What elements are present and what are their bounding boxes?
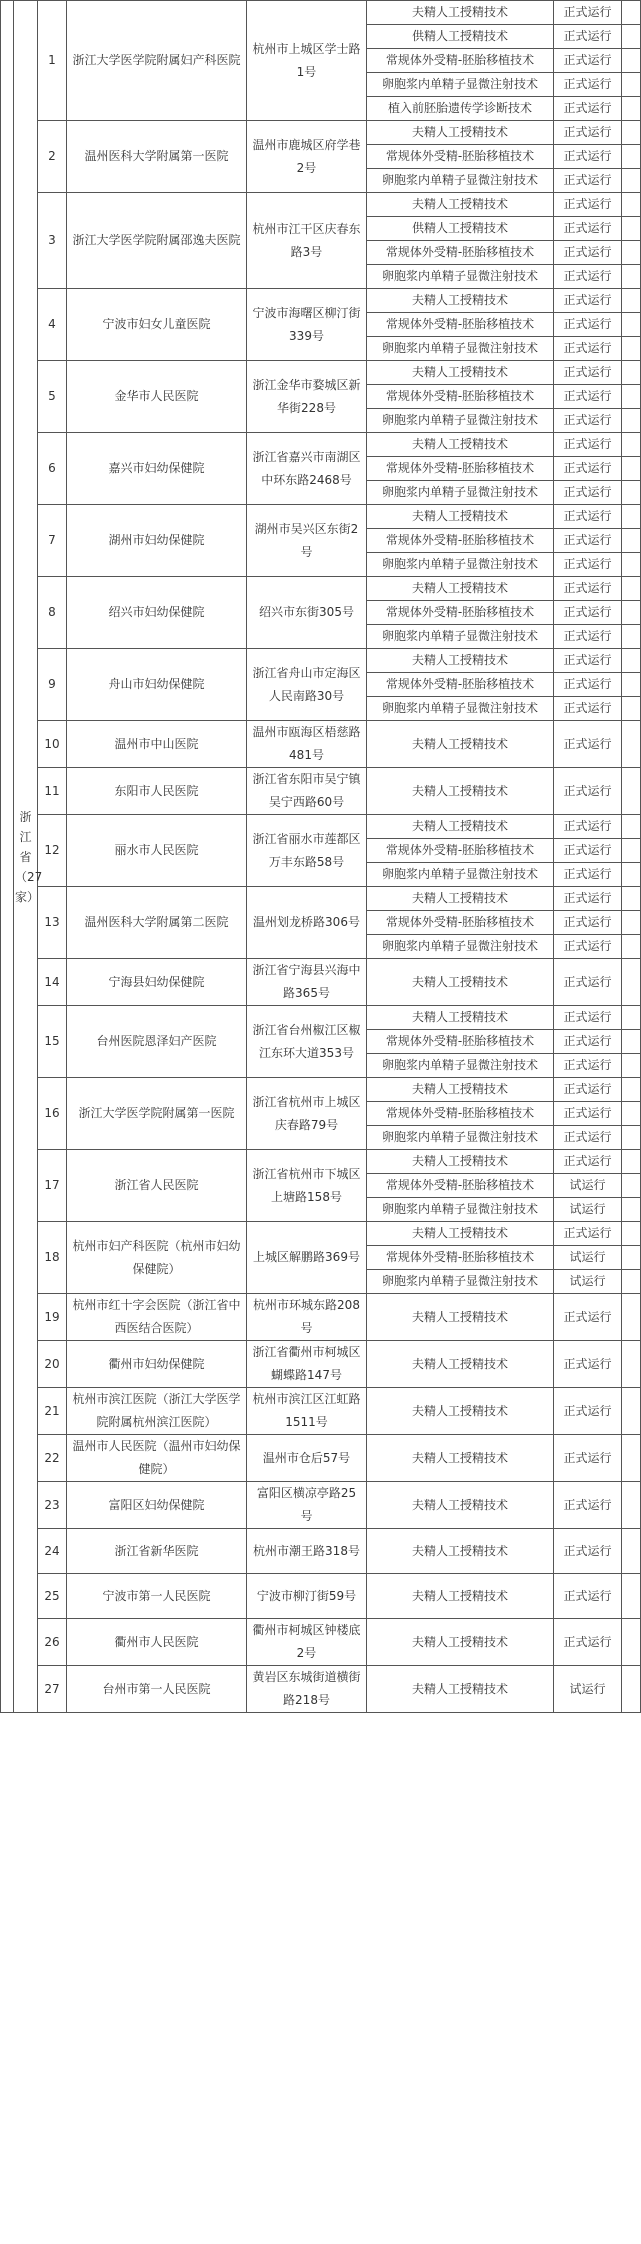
table-row [1,1006,641,1030]
hospital-name: 浙江大学医学院附属妇产科医院 [67,1,247,121]
hospital-address: 宁波市海曙区柳汀街339号 [247,289,367,361]
hospital-address: 温州市瓯海区梧慈路481号 [247,721,367,768]
technology-item: 夫精人工授精技术 [367,649,554,673]
blank-cell [622,887,641,911]
blank-cell [622,1619,641,1666]
hospital-number: 9 [38,649,67,721]
status-badge: 正式运行 [554,49,622,73]
hospital-number: 16 [38,1078,67,1150]
table-row [1,1150,641,1174]
technology-item: 卵胞浆内单精子显微注射技术 [367,1126,554,1150]
status-badge: 正式运行 [554,1341,622,1388]
status-badge: 正式运行 [554,1078,622,1102]
hospital-number: 26 [38,1619,67,1666]
hospital-address: 衢州市柯城区钟楼底2号 [247,1619,367,1666]
province-cell: 浙江省（27家） [14,1,38,1713]
hospital-name: 绍兴市妇幼保健院 [67,577,247,649]
blank-cell [622,649,641,673]
left-edge-cell [1,1,14,1713]
technology-item: 常规体外受精-胚胎移植技术 [367,49,554,73]
blank-cell [622,697,641,721]
blank-cell [622,121,641,145]
technology-item: 常规体外受精-胚胎移植技术 [367,1030,554,1054]
blank-cell [622,1054,641,1078]
blank-cell [622,1388,641,1435]
status-badge: 正式运行 [554,1222,622,1246]
blank-cell [622,241,641,265]
technology-item: 常规体外受精-胚胎移植技术 [367,1174,554,1198]
technology-item: 夫精人工授精技术 [367,959,554,1006]
blank-cell [622,481,641,505]
hospital-number: 4 [38,289,67,361]
table-row [1,289,641,313]
blank-cell [622,49,641,73]
blank-cell [622,193,641,217]
status-badge: 正式运行 [554,935,622,959]
table-row [1,193,641,217]
hospital-address: 浙江省衢州市柯城区蝴蝶路147号 [247,1341,367,1388]
blank-cell [622,1574,641,1619]
hospital-address: 杭州市上城区学士路1号 [247,1,367,121]
status-badge: 正式运行 [554,911,622,935]
technology-item: 夫精人工授精技术 [367,1529,554,1574]
blank-cell [622,409,641,433]
hospital-number: 27 [38,1666,67,1713]
hospital-name: 宁波市妇女儿童医院 [67,289,247,361]
blank-cell [622,217,641,241]
status-badge: 正式运行 [554,145,622,169]
hospital-number: 14 [38,959,67,1006]
hospital-address: 杭州市滨江区江虹路1511号 [247,1388,367,1435]
blank-cell [622,505,641,529]
status-badge: 正式运行 [554,289,622,313]
blank-cell [622,529,641,553]
blank-cell [622,959,641,1006]
hospital-address: 宁波市柳汀街59号 [247,1574,367,1619]
technology-item: 夫精人工授精技术 [367,577,554,601]
hospital-address: 浙江金华市婺城区新华街228号 [247,361,367,433]
hospital-name: 东阳市人民医院 [67,768,247,815]
hospital-name: 舟山市妇幼保健院 [67,649,247,721]
blank-cell [622,1529,641,1574]
blank-cell [622,265,641,289]
technology-item: 卵胞浆内单精子显微注射技术 [367,337,554,361]
table-row [1,1222,641,1246]
status-badge: 正式运行 [554,1435,622,1482]
status-badge: 正式运行 [554,1294,622,1341]
technology-item: 常规体外受精-胚胎移植技术 [367,911,554,935]
blank-cell [622,1198,641,1222]
technology-item: 常规体外受精-胚胎移植技术 [367,1102,554,1126]
technology-item: 卵胞浆内单精子显微注射技术 [367,409,554,433]
hospital-address: 温州市仓后57号 [247,1435,367,1482]
table-row [1,1482,641,1529]
technology-item: 常规体外受精-胚胎移植技术 [367,1246,554,1270]
hospital-name: 衢州市妇幼保健院 [67,1341,247,1388]
blank-cell [622,361,641,385]
technology-item: 供精人工授精技术 [367,217,554,241]
blank-cell [622,1102,641,1126]
status-badge: 正式运行 [554,1102,622,1126]
technology-item: 供精人工授精技术 [367,25,554,49]
hospital-number: 5 [38,361,67,433]
technology-item: 夫精人工授精技术 [367,505,554,529]
hospital-name: 浙江省人民医院 [67,1150,247,1222]
status-badge: 正式运行 [554,1619,622,1666]
status-badge: 正式运行 [554,697,622,721]
technology-item: 常规体外受精-胚胎移植技术 [367,839,554,863]
hospital-number: 3 [38,193,67,289]
technology-item: 夫精人工授精技术 [367,1574,554,1619]
blank-cell [622,673,641,697]
status-badge: 正式运行 [554,553,622,577]
status-badge: 正式运行 [554,457,622,481]
hospital-name: 湖州市妇幼保健院 [67,505,247,577]
blank-cell [622,97,641,121]
technology-item: 夫精人工授精技术 [367,768,554,815]
technology-item: 常规体外受精-胚胎移植技术 [367,385,554,409]
blank-cell [622,457,641,481]
status-badge: 正式运行 [554,721,622,768]
status-badge: 正式运行 [554,768,622,815]
hospital-number: 6 [38,433,67,505]
blank-cell [622,935,641,959]
technology-item: 夫精人工授精技术 [367,361,554,385]
technology-item: 夫精人工授精技术 [367,1388,554,1435]
status-badge: 正式运行 [554,433,622,457]
technology-item: 夫精人工授精技术 [367,1666,554,1713]
blank-cell [622,1030,641,1054]
blank-cell [622,1,641,25]
table-row [1,121,641,145]
hospital-address: 浙江省宁海县兴海中路365号 [247,959,367,1006]
table-row [1,815,641,839]
status-badge: 正式运行 [554,193,622,217]
hospital-number: 13 [38,887,67,959]
blank-cell [622,577,641,601]
hospital-number: 15 [38,1006,67,1078]
table-row [1,1529,641,1574]
hospital-address: 黄岩区东城街道横街路218号 [247,1666,367,1713]
status-badge: 正式运行 [554,863,622,887]
table-row [1,768,641,815]
blank-cell [622,601,641,625]
hospital-number: 2 [38,121,67,193]
blank-cell [622,1126,641,1150]
hospital-number: 1 [38,1,67,121]
status-badge: 试运行 [554,1270,622,1294]
technology-item: 卵胞浆内单精子显微注射技术 [367,169,554,193]
blank-cell [622,1150,641,1174]
hospital-address: 浙江省嘉兴市南湖区中环东路2468号 [247,433,367,505]
technology-item: 植入前胚胎遗传学诊断技术 [367,97,554,121]
hospital-name: 温州医科大学附属第一医院 [67,121,247,193]
status-badge: 正式运行 [554,97,622,121]
technology-item: 常规体外受精-胚胎移植技术 [367,529,554,553]
hospital-address: 浙江省杭州市上城区庆春路79号 [247,1078,367,1150]
hospital-address: 富阳区横凉亭路25号 [247,1482,367,1529]
blank-cell [622,1246,641,1270]
blank-cell [622,1078,641,1102]
hospital-name: 衢州市人民医院 [67,1619,247,1666]
table-body [1,1,641,1713]
status-badge: 正式运行 [554,625,622,649]
hospital-name: 富阳区妇幼保健院 [67,1482,247,1529]
technology-item: 卵胞浆内单精子显微注射技术 [367,863,554,887]
blank-cell [622,1006,641,1030]
hospital-number: 19 [38,1294,67,1341]
table-row [1,433,641,457]
status-badge: 正式运行 [554,1150,622,1174]
technology-item: 夫精人工授精技术 [367,193,554,217]
hospital-address: 杭州市江干区庆春东路3号 [247,193,367,289]
status-badge: 正式运行 [554,1030,622,1054]
technology-item: 卵胞浆内单精子显微注射技术 [367,481,554,505]
hospital-name: 温州市人民医院（温州市妇幼保健院） [67,1435,247,1482]
hospital-name: 丽水市人民医院 [67,815,247,887]
blank-cell [622,385,641,409]
table-row [1,887,641,911]
status-badge: 正式运行 [554,217,622,241]
table-row [1,505,641,529]
status-badge: 正式运行 [554,529,622,553]
status-badge: 正式运行 [554,1574,622,1619]
technology-item: 常规体外受精-胚胎移植技术 [367,313,554,337]
hospital-name: 嘉兴市妇幼保健院 [67,433,247,505]
technology-item: 卵胞浆内单精子显微注射技术 [367,697,554,721]
hospital-name: 杭州市滨江医院（浙江大学医学院附属杭州滨江医院） [67,1388,247,1435]
blank-cell [622,768,641,815]
hospital-number: 25 [38,1574,67,1619]
table-row [1,1435,641,1482]
status-badge: 正式运行 [554,481,622,505]
hospital-name: 台州市第一人民医院 [67,1666,247,1713]
status-badge: 正式运行 [554,73,622,97]
hospital-name: 台州医院恩泽妇产医院 [67,1006,247,1078]
status-badge: 正式运行 [554,815,622,839]
blank-cell [622,815,641,839]
technology-item: 常规体外受精-胚胎移植技术 [367,673,554,697]
technology-item: 常规体外受精-胚胎移植技术 [367,241,554,265]
table-row [1,1341,641,1388]
status-badge: 正式运行 [554,241,622,265]
hospital-address: 温州市鹿城区府学巷2号 [247,121,367,193]
hospital-address: 湖州市吴兴区东街2号 [247,505,367,577]
table-row [1,1,641,25]
status-badge: 正式运行 [554,959,622,1006]
blank-cell [622,863,641,887]
hospital-address: 浙江省杭州市下城区上塘路158号 [247,1150,367,1222]
status-badge: 正式运行 [554,1529,622,1574]
table-row [1,361,641,385]
hospital-address: 浙江省东阳市吴宁镇吴宁西路60号 [247,768,367,815]
technology-item: 卵胞浆内单精子显微注射技术 [367,265,554,289]
hospital-number: 22 [38,1435,67,1482]
hospital-number: 24 [38,1529,67,1574]
technology-item: 夫精人工授精技术 [367,1078,554,1102]
blank-cell [622,1174,641,1198]
status-badge: 正式运行 [554,887,622,911]
technology-item: 常规体外受精-胚胎移植技术 [367,145,554,169]
status-badge: 试运行 [554,1666,622,1713]
technology-item: 夫精人工授精技术 [367,1,554,25]
status-badge: 正式运行 [554,839,622,863]
technology-item: 夫精人工授精技术 [367,1150,554,1174]
technology-item: 卵胞浆内单精子显微注射技术 [367,625,554,649]
hospital-name: 金华市人民医院 [67,361,247,433]
blank-cell [622,1222,641,1246]
blank-cell [622,839,641,863]
technology-item: 卵胞浆内单精子显微注射技术 [367,1270,554,1294]
technology-item: 夫精人工授精技术 [367,887,554,911]
blank-cell [622,1482,641,1529]
status-badge: 正式运行 [554,601,622,625]
status-badge: 正式运行 [554,337,622,361]
table-row [1,1619,641,1666]
status-badge: 正式运行 [554,1006,622,1030]
hospital-name: 浙江大学医学院附属邵逸夫医院 [67,193,247,289]
blank-cell [622,1435,641,1482]
hospital-address: 上城区解鹏路369号 [247,1222,367,1294]
status-badge: 正式运行 [554,169,622,193]
status-badge: 正式运行 [554,577,622,601]
technology-item: 夫精人工授精技术 [367,721,554,768]
technology-item: 夫精人工授精技术 [367,289,554,313]
technology-item: 夫精人工授精技术 [367,1435,554,1482]
technology-item: 卵胞浆内单精子显微注射技术 [367,1198,554,1222]
status-badge: 正式运行 [554,649,622,673]
technology-item: 卵胞浆内单精子显微注射技术 [367,553,554,577]
status-badge: 正式运行 [554,1482,622,1529]
technology-item: 夫精人工授精技术 [367,1341,554,1388]
status-badge: 正式运行 [554,121,622,145]
blank-cell [622,553,641,577]
status-badge: 正式运行 [554,25,622,49]
hospital-number: 7 [38,505,67,577]
hospital-name: 温州市中山医院 [67,721,247,768]
technology-item: 夫精人工授精技术 [367,1222,554,1246]
technology-item: 夫精人工授精技术 [367,1294,554,1341]
hospital-number: 21 [38,1388,67,1435]
hospital-number: 23 [38,1482,67,1529]
blank-cell [622,1294,641,1341]
table-row [1,721,641,768]
status-badge: 试运行 [554,1246,622,1270]
table-row [1,577,641,601]
technology-item: 卵胞浆内单精子显微注射技术 [367,73,554,97]
technology-item: 常规体外受精-胚胎移植技术 [367,601,554,625]
technology-item: 夫精人工授精技术 [367,433,554,457]
blank-cell [622,1270,641,1294]
blank-cell [622,145,641,169]
table-row [1,959,641,1006]
table-row [1,1294,641,1341]
technology-item: 夫精人工授精技术 [367,1619,554,1666]
hospital-address: 杭州市潮王路318号 [247,1529,367,1574]
technology-item: 夫精人工授精技术 [367,1482,554,1529]
hospital-name: 浙江大学医学院附属第一医院 [67,1078,247,1150]
hospital-number: 10 [38,721,67,768]
hospital-number: 12 [38,815,67,887]
blank-cell [622,73,641,97]
hospital-address: 绍兴市东街305号 [247,577,367,649]
status-badge: 正式运行 [554,361,622,385]
blank-cell [622,721,641,768]
technology-item: 卵胞浆内单精子显微注射技术 [367,935,554,959]
table-row [1,1388,641,1435]
status-badge: 试运行 [554,1198,622,1222]
hospital-name: 宁海县妇幼保健院 [67,959,247,1006]
hospital-address: 杭州市环城东路208号 [247,1294,367,1341]
blank-cell [622,1666,641,1713]
blank-cell [622,911,641,935]
blank-cell [622,313,641,337]
blank-cell [622,337,641,361]
table-row [1,1574,641,1619]
hospital-address: 浙江省舟山市定海区人民南路30号 [247,649,367,721]
technology-item: 夫精人工授精技术 [367,1006,554,1030]
status-badge: 正式运行 [554,1388,622,1435]
blank-cell [622,433,641,457]
status-badge: 正式运行 [554,1054,622,1078]
status-badge: 正式运行 [554,265,622,289]
hospital-address: 浙江省台州椒江区椒江东环大道353号 [247,1006,367,1078]
hospital-number: 20 [38,1341,67,1388]
blank-cell [622,169,641,193]
status-badge: 正式运行 [554,1,622,25]
technology-item: 常规体外受精-胚胎移植技术 [367,457,554,481]
status-badge: 试运行 [554,1174,622,1198]
hospital-name: 杭州市妇产科医院（杭州市妇幼保健院） [67,1222,247,1294]
blank-cell [622,1341,641,1388]
technology-item: 夫精人工授精技术 [367,121,554,145]
status-badge: 正式运行 [554,1126,622,1150]
blank-cell [622,25,641,49]
hospital-name: 宁波市第一人民医院 [67,1574,247,1619]
blank-cell [622,625,641,649]
technology-item: 卵胞浆内单精子显微注射技术 [367,1054,554,1078]
hospital-address: 浙江省丽水市莲都区万丰东路58号 [247,815,367,887]
hospital-number: 18 [38,1222,67,1294]
table-row [1,1666,641,1713]
status-badge: 正式运行 [554,385,622,409]
technology-item: 夫精人工授精技术 [367,815,554,839]
hospital-number: 11 [38,768,67,815]
hospital-name: 浙江省新华医院 [67,1529,247,1574]
status-badge: 正式运行 [554,409,622,433]
status-badge: 正式运行 [554,673,622,697]
hospital-number: 8 [38,577,67,649]
status-badge: 正式运行 [554,505,622,529]
table-row [1,649,641,673]
hospital-name: 杭州市红十字会医院（浙江省中西医结合医院） [67,1294,247,1341]
hospital-address: 温州划龙桥路306号 [247,887,367,959]
hospital-name: 温州医科大学附属第二医院 [67,887,247,959]
table-row [1,1078,641,1102]
status-badge: 正式运行 [554,313,622,337]
blank-cell [622,289,641,313]
hospital-number: 17 [38,1150,67,1222]
